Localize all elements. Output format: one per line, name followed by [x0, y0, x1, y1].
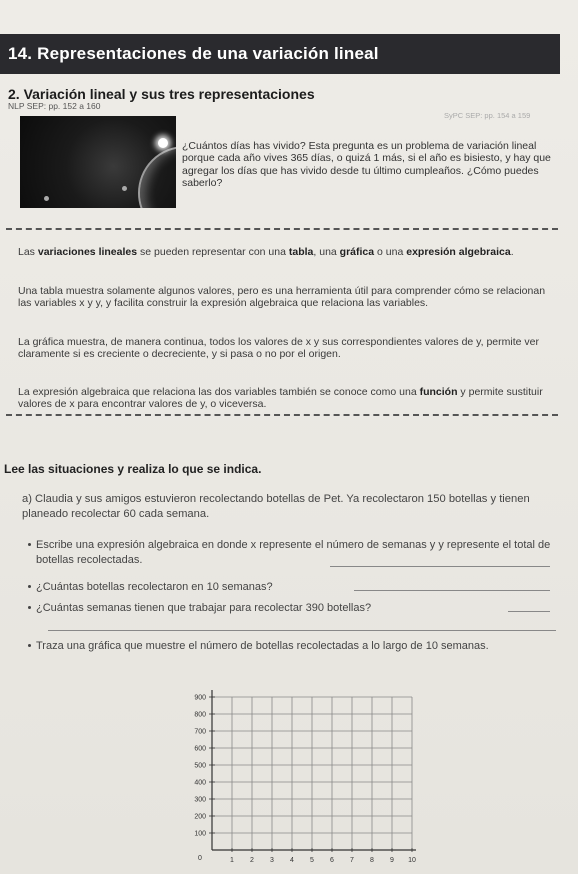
situation-a: a) Claudia y sus amigos estuvieron recolectando botellas de Pet. Ya recolectaron 150 botellas y tienen planeado recolectar 60 cada semana.: [22, 493, 530, 520]
question-expression: [36, 538, 556, 567]
intro-text: ¿Cuántos días has vivido? Esta pregunta es un problema de variación lineal porque cada año vives 365 días, o quizá 1 más, si el año es bisiesto, y hay que agregar los días que has vivido desde tu último cumpleaños. ¿Cómo puedes saberlo?: [182, 140, 551, 190]
x-tick-label: 5: [310, 857, 314, 864]
para4-bold: función: [419, 386, 458, 398]
para1-bold: variaciones lineales: [37, 246, 138, 258]
page-title: 14. Representaciones de una variación lineal: [0, 34, 560, 74]
x-tick-label: 8: [370, 857, 374, 864]
sun-glow: [158, 138, 168, 148]
x-tick-label: 4: [290, 857, 294, 864]
answer-grid-chart[interactable]: [180, 690, 420, 870]
paragraph-representations: [18, 246, 553, 258]
question-text: Escribe una expresión algebraica en donde x represente el número de semanas y y represente el total de botellas recolectadas.: [36, 539, 551, 566]
y-tick-label: 900: [194, 694, 206, 702]
y-tick-label: 800: [194, 711, 206, 719]
instructions-heading: Lee las situaciones y realiza lo que se indica.: [4, 462, 262, 476]
para1-text: o una: [374, 246, 407, 258]
y-tick-label: 300: [194, 796, 206, 804]
nlp-reference: NLP SEP: pp. 152 a 160: [8, 101, 101, 111]
y-tick-label: 200: [194, 813, 206, 821]
paragraph-function: [18, 386, 553, 411]
space-photo: [20, 116, 176, 208]
para1-text: se pueden representar con una: [137, 246, 289, 258]
para1-text: Las: [18, 246, 38, 258]
star-dot: [44, 196, 49, 201]
answer-line[interactable]: [330, 566, 550, 567]
question-10-weeks: [36, 580, 556, 595]
y-tick-label: 400: [194, 779, 206, 787]
x-tick-label: 2: [250, 857, 254, 864]
section-subtitle: 2. Variación lineal y sus tres representaciones: [8, 86, 315, 102]
question-graph: [36, 639, 556, 654]
origin-label: 0: [198, 855, 202, 862]
answer-line[interactable]: [354, 590, 550, 591]
para1-bold: tabla: [288, 246, 314, 258]
paragraph-table: Una tabla muestra solamente algunos valores, pero es una herramienta útil para comprender cómo se relacionan las variables x y y, y facilita construir la expresión algebraica que relaciona las variables.: [18, 285, 546, 310]
question-text: Traza una gráfica que muestre el número de botellas recolectadas a lo largo de 10 semanas.: [36, 640, 489, 652]
x-tick-label: 9: [390, 857, 394, 864]
para1-bold: expresión algebraica: [406, 246, 511, 258]
x-tick-label: 3: [270, 857, 274, 864]
dashed-divider: [6, 228, 558, 230]
planet-shape: [138, 146, 176, 208]
para4-text: La expresión algebraica que relaciona las dos variables también se conoce como una: [18, 386, 420, 398]
para1-text: .: [510, 246, 514, 258]
x-tick-label: 7: [350, 857, 354, 864]
x-tick-label: 10: [408, 857, 416, 864]
y-tick-label: 600: [194, 745, 206, 753]
y-tick-label: 100: [194, 830, 206, 838]
x-tick-label: 1: [230, 857, 234, 864]
dashed-divider: [6, 414, 558, 416]
question-text: ¿Cuántas semanas tienen que trabajar para recolectar 390 botellas?: [36, 602, 372, 614]
question-text: ¿Cuántas botellas recolectaron en 10 semanas?: [36, 581, 273, 593]
para1-bold: gráfica: [339, 246, 375, 258]
y-tick-label: 700: [194, 728, 206, 736]
para4-text: y permite sustituir valores de x para encontrar valores de y, o viceversa.: [18, 386, 543, 411]
paragraph-graph: La gráfica muestra, de manera continua, todos los valores de x y sus correspondientes valores de y, permite ver claramente si es creciente o decreciente, y si pasa o no por el origen.: [18, 336, 539, 361]
x-tick-label: 6: [330, 857, 334, 864]
answer-line[interactable]: [48, 630, 556, 631]
y-tick-label: 500: [194, 762, 206, 770]
question-390-bottles: [36, 601, 556, 616]
para1-text: , una: [313, 246, 340, 258]
star-dot: [122, 186, 127, 191]
sypc-reference: SyPC SEP: pp. 154 a 159: [444, 111, 531, 120]
answer-line[interactable]: [508, 611, 550, 612]
